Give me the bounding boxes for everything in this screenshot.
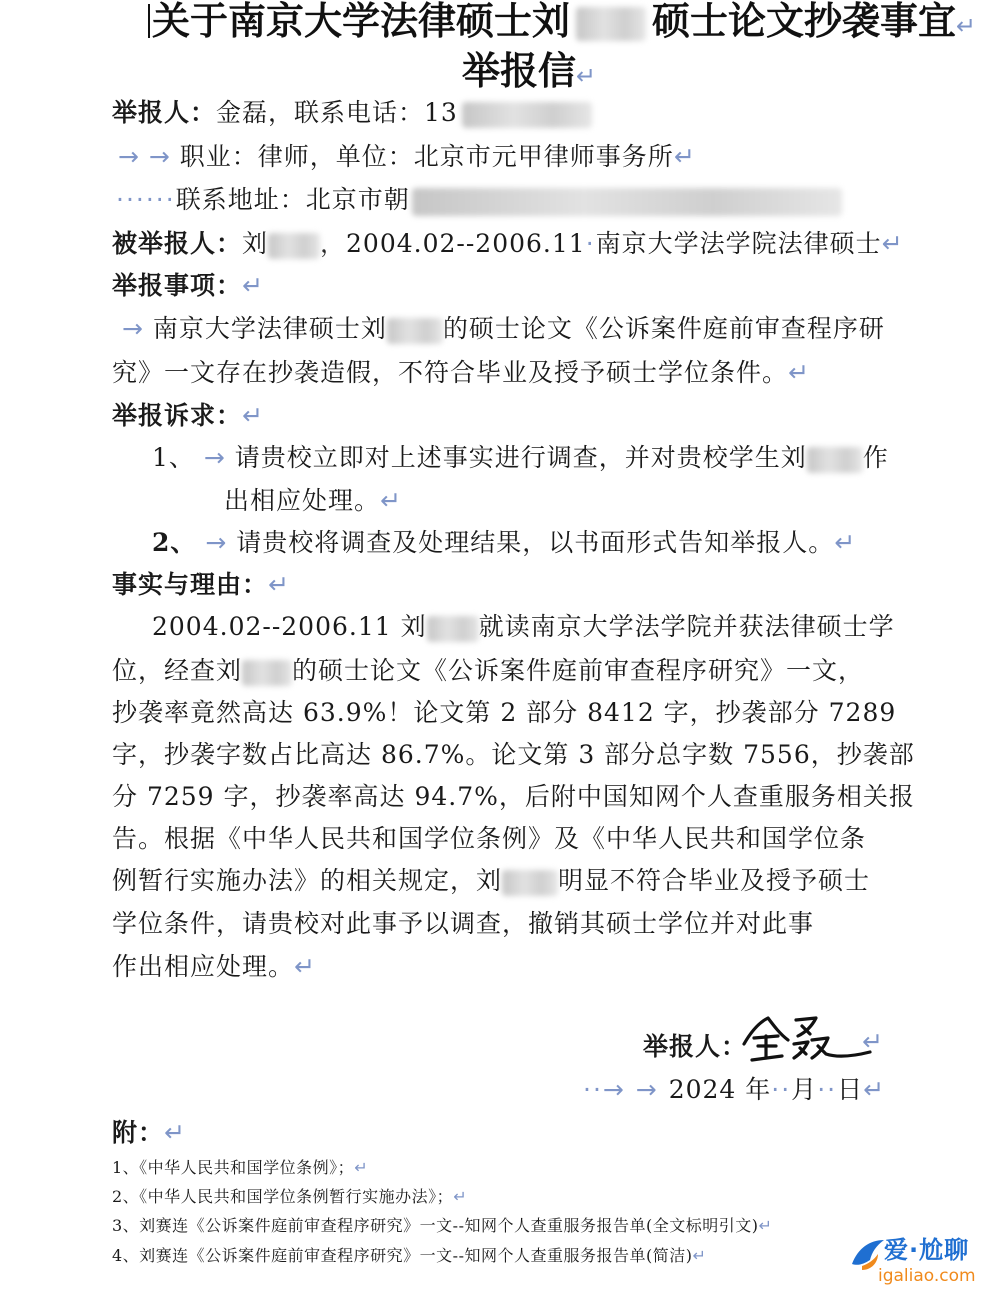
facts-line-7: 例暂行实施办法》的相关规定，刘 明显不符合毕业及授予硕士	[112, 866, 871, 895]
paragraph-mark: ↵	[863, 1075, 886, 1104]
signature-date: ··→ → 2024 年··月··日↵	[583, 1075, 886, 1104]
paragraph-mark: ↵	[673, 142, 696, 171]
demand-item-2: 2、 → 请贵校将调查及处理结果，以书面形式告知举报人。↵	[152, 528, 857, 557]
reporter-job-line: → → 职业：律师，单位：北京市元甲律师事务所↵	[118, 142, 696, 171]
site-watermark	[848, 1228, 998, 1298]
appendix-item: 3、刘赛连《公诉案件庭前审查程序研究》一文--知网个人查重服务报告单(全文标明引文)↵	[112, 1216, 773, 1235]
matter-line1: → 南京大学法律硕士刘 的硕士论文《公诉案件庭前审查程序研	[122, 314, 885, 343]
reporter-line: 举报人：金磊，联系电话：13	[112, 93, 592, 129]
redaction-blur	[427, 616, 479, 642]
facts-line-3: 抄袭率竟然高达 63.9%！论文第 2 部分 8412 字，抄袭部分 7289	[112, 698, 897, 727]
paragraph-mark: ↵	[294, 952, 316, 981]
paragraph-mark: ↵	[576, 62, 597, 90]
appendix-item: 4、刘赛连《公诉案件庭前审查程序研究》一文--知网个人查重服务报告单(简洁)↵	[112, 1246, 707, 1265]
appendix-item: 2、《中华人民共和国学位条例暂行实施办法》；↵	[112, 1187, 468, 1206]
redaction-blur	[576, 7, 646, 41]
paragraph-mark: ↵	[862, 1027, 884, 1056]
demand-item-1: 1、 → 请贵校立即对上述事实进行调查，并对贵校学生刘 作	[152, 443, 889, 472]
redaction-blur	[462, 102, 592, 128]
paragraph-mark: ↵	[758, 1216, 773, 1235]
paragraph-mark: ↵	[692, 1246, 707, 1265]
reporter-address-line: ······联系地址：北京市朝	[116, 180, 842, 216]
paragraph-mark: ↵	[956, 12, 977, 40]
tab-mark: →	[194, 443, 235, 472]
facts-line-2: 位，经查刘 的硕士论文《公诉案件庭前审查程序研究》一文，	[112, 656, 865, 685]
watermark-url: igaliao.com	[878, 1266, 976, 1286]
redaction-blur	[412, 188, 842, 216]
tab-mark: → →	[118, 142, 180, 171]
space-marks: ······	[116, 185, 176, 214]
appendix-item: 1、《中华人民共和国学位条例》；↵	[112, 1158, 369, 1177]
document-title-line1: 关于南京大学法律硕士刘 硕士论文抄袭事宜↵	[148, 0, 976, 45]
paragraph-mark: ↵	[834, 528, 857, 557]
tab-mark: →	[122, 314, 153, 343]
signature-label: 举报人：	[643, 1032, 748, 1061]
paragraph-mark: ↵	[268, 570, 290, 599]
redaction-blur	[387, 318, 443, 344]
paragraph-mark: ↵	[242, 271, 264, 300]
paragraph-mark: ↵	[788, 358, 810, 387]
paragraph-mark: ↵	[453, 1187, 468, 1206]
redaction-blur	[807, 447, 863, 473]
facts-line-9: 作出相应处理。↵	[112, 952, 316, 981]
facts-line-8: 学位条件，请贵校对此事予以调查，撤销其硕士学位并对此事	[112, 909, 815, 938]
redaction-blur	[242, 660, 292, 686]
facts-line-6: 告。根据《中华人民共和国学位条例》及《中华人民共和国学位条	[112, 824, 867, 853]
matter-line2: 究》一文存在抄袭造假，不符合毕业及授予硕士学位条件。↵	[112, 358, 810, 387]
watermark-brand: 爱·尬聊	[884, 1236, 970, 1264]
paragraph-mark: ↵	[380, 486, 402, 515]
facts-line-4: 字，抄袭字数占比高达 86.7%。论文第 3 部分总字数 7556，抄袭部	[112, 740, 915, 769]
paragraph-mark: ↵	[164, 1118, 186, 1147]
text-cursor	[148, 4, 150, 38]
paragraph-mark: ↵	[881, 229, 904, 258]
facts-heading: 事实与理由：↵	[112, 570, 290, 599]
facts-line-1: 2004.02--2006.11 刘 就读南京大学法学院并获法律硕士学	[152, 612, 895, 641]
paragraph-mark: ↵	[354, 1158, 369, 1177]
space-marks: ··→ →	[583, 1075, 669, 1104]
redaction-blur	[502, 870, 558, 896]
paragraph-mark: ↵	[242, 401, 264, 430]
matter-heading: 举报事项：↵	[112, 271, 264, 300]
redaction-blur	[268, 233, 320, 259]
appendix-heading: 附：↵	[112, 1118, 186, 1147]
tab-mark: →	[196, 528, 237, 557]
handwritten-signature	[738, 1010, 878, 1066]
facts-line-5: 分 7259 字，抄袭率高达 94.7%，后附中国知网个人查重服务相关报	[112, 782, 915, 811]
demands-heading: 举报诉求：↵	[112, 401, 264, 430]
document-title-line2: 举报信↵	[462, 49, 597, 93]
demand-item-1-cont: 出相应处理。↵	[224, 486, 402, 515]
reported-person-line: 被举报人：刘 ，2004.02--2006.11·南京大学法学院法律硕士↵	[112, 229, 904, 258]
